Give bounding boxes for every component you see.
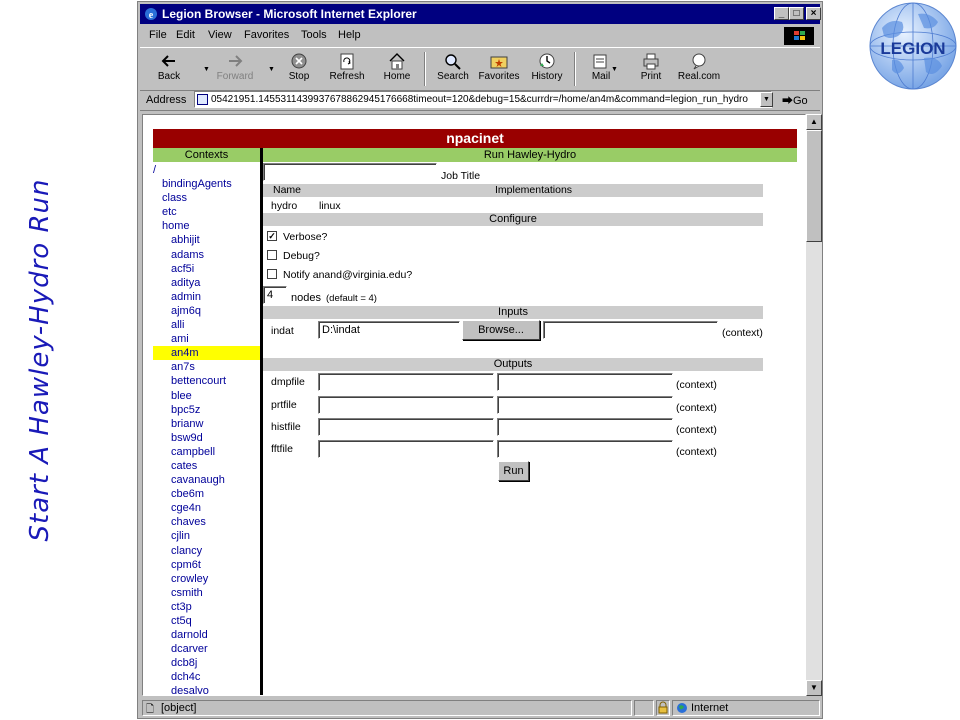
address-input[interactable] (194, 91, 772, 108)
real-icon (689, 52, 709, 70)
close-button[interactable]: × (806, 7, 821, 20)
context-item[interactable]: bettencourt (171, 375, 227, 388)
context-item[interactable]: etc (162, 206, 177, 219)
context-item[interactable]: class (162, 192, 188, 205)
history-icon (537, 52, 557, 70)
windows-logo-icon (784, 27, 814, 45)
menu-tools[interactable]: Tools (301, 29, 327, 41)
run-button[interactable]: Run (498, 461, 529, 481)
address-url: 05421951.1455311439937678862945176668timeout=120&debug=15&currdr=/home/an4m&command=legion_run_hydro (211, 94, 748, 105)
real-label: Real.com (677, 71, 721, 82)
nodes-default: (default = 4) (326, 293, 377, 304)
job-title-label: Job Title (441, 170, 481, 182)
favorites-folder-icon (489, 52, 509, 70)
context-item[interactable]: cge4n (171, 502, 201, 515)
context-item[interactable]: chaves (171, 516, 206, 529)
context-item[interactable]: crowley (171, 572, 209, 585)
print-label: Print (640, 71, 662, 82)
go-label: Go (793, 95, 808, 107)
forward-label: Forward (216, 71, 254, 82)
context-item[interactable]: adams (171, 248, 205, 261)
browse-button[interactable]: Browse... (462, 320, 540, 340)
debug-label: Debug? (283, 250, 320, 262)
context-item[interactable]: bindingAgents (162, 178, 232, 191)
context-item[interactable]: acf5i (171, 262, 195, 275)
context-item[interactable]: cpm6t (171, 558, 201, 571)
output-path-input[interactable] (318, 396, 494, 414)
back-label: Back (157, 71, 181, 82)
context-item[interactable]: home (162, 220, 190, 233)
output-context-input[interactable] (497, 373, 673, 391)
context-item[interactable]: ct5q (171, 615, 192, 627)
debug-checkbox[interactable] (267, 250, 277, 260)
mail-dropdown-icon[interactable]: ▼ (611, 66, 618, 73)
notify-label: Notify anand@virginia.edu? (283, 269, 413, 281)
context-item[interactable]: dch4c (171, 671, 201, 684)
output-name: prtfile (271, 399, 297, 411)
menu-favorites[interactable]: Favorites (244, 29, 290, 41)
forward-button[interactable] (212, 50, 258, 88)
status-page-icon: 🗋 (146, 704, 155, 715)
context-item[interactable]: ajm6q (171, 304, 201, 317)
name-impl-header-row (263, 184, 763, 197)
context-item[interactable]: dcb8j (171, 657, 198, 670)
search-icon (443, 52, 463, 70)
search-button[interactable] (430, 50, 476, 88)
status-text-cell (142, 700, 632, 716)
status-bar (140, 698, 820, 718)
output-context-label: (context) (676, 424, 717, 436)
context-item[interactable]: darnold (171, 629, 208, 642)
history-label: History (531, 71, 563, 82)
menu-help[interactable]: Help (338, 29, 361, 41)
output-path-input[interactable] (318, 418, 494, 436)
scroll-down-icon[interactable]: ▼ (806, 680, 822, 696)
site-banner: npacinet (153, 129, 797, 148)
context-item[interactable]: alli (171, 319, 185, 332)
toolbar (140, 47, 820, 91)
nodes-input[interactable]: 4 (263, 286, 287, 304)
frame-divider[interactable] (260, 148, 263, 696)
slide-title (10, 160, 70, 560)
ie-logo-icon (144, 7, 158, 21)
status-text: [object] (161, 702, 197, 714)
context-item[interactable]: an4m (153, 346, 260, 360)
indat-context-label: (context) (722, 327, 763, 339)
go-arrow-icon: ⮕ (782, 95, 793, 107)
name-value: hydro (271, 200, 298, 212)
context-item[interactable]: cbe6m (171, 488, 205, 501)
refresh-icon (337, 52, 357, 70)
output-context-input[interactable] (497, 418, 673, 436)
maximize-button[interactable]: □ (789, 7, 804, 20)
output-context-input[interactable] (497, 396, 673, 414)
notify-checkbox[interactable] (267, 269, 277, 279)
scroll-up-icon[interactable]: ▲ (806, 114, 822, 130)
browser-window (137, 1, 823, 719)
address-dropdown-icon[interactable]: ▼ (760, 92, 773, 107)
title-bar[interactable] (140, 4, 820, 24)
stop-button[interactable] (276, 50, 322, 88)
context-item[interactable]: bsw9d (171, 431, 203, 444)
logo-text: LEGION (880, 39, 946, 58)
internet-globe-icon (676, 702, 688, 714)
back-dropdown-icon[interactable]: ▼ (203, 66, 210, 73)
job-title-input[interactable] (263, 163, 437, 181)
output-path-input[interactable] (318, 373, 494, 391)
svg-text:e: e (148, 10, 154, 21)
output-context-label: (context) (676, 379, 717, 391)
window-title: Legion Browser - Microsoft Internet Explorer (162, 7, 417, 21)
output-name: dmpfile (271, 376, 305, 388)
context-item[interactable]: ct3p (171, 600, 192, 613)
back-button[interactable] (146, 50, 192, 88)
output-name: fftfile (271, 443, 293, 455)
context-item[interactable]: aditya (171, 276, 201, 289)
toolbar-separator (424, 52, 426, 86)
home-label: Home (383, 71, 411, 82)
run-header: Run Hawley-Hydro (263, 148, 797, 162)
forward-dropdown-icon[interactable]: ▼ (268, 66, 275, 73)
output-path-input[interactable] (318, 440, 494, 458)
output-name: histfile (271, 421, 301, 433)
context-item[interactable]: ami (171, 333, 189, 346)
address-bar (140, 90, 820, 111)
contexts-list (153, 163, 260, 696)
mail-icon (591, 52, 611, 70)
slide-title-text: Start A Hawley-Hydro Run (25, 178, 55, 542)
outputs-header: Outputs (263, 358, 763, 371)
legion-globe-logo (868, 0, 958, 92)
page-viewport (142, 114, 806, 696)
search-label: Search (437, 71, 469, 82)
print-button[interactable] (628, 50, 674, 88)
back-arrow-icon (159, 52, 179, 70)
menu-edit[interactable]: Edit (176, 29, 195, 41)
mail-label: Mail (591, 71, 611, 82)
input-name: indat (271, 325, 294, 337)
printer-icon (641, 52, 661, 70)
output-context-label: (context) (676, 402, 717, 414)
menu-file[interactable]: File (149, 29, 167, 41)
impl-value: linux (319, 200, 341, 212)
context-item[interactable]: clancy (171, 544, 203, 557)
status-blank-cell (634, 700, 654, 716)
refresh-button[interactable] (324, 50, 370, 88)
context-item[interactable]: desalvo (171, 685, 209, 696)
menu-bar (140, 25, 820, 45)
impl-header: Implementations (495, 184, 573, 196)
stop-icon (289, 52, 309, 70)
page-icon (197, 94, 208, 105)
favorites-label: Favorites (478, 71, 520, 82)
favorites-button[interactable] (476, 50, 522, 88)
menu-view[interactable]: View (208, 29, 232, 41)
name-header: Name (273, 184, 302, 196)
forward-arrow-icon (225, 52, 245, 70)
indat-context-input[interactable] (543, 321, 718, 339)
stop-label: Stop (288, 71, 310, 82)
address-label: Address (146, 94, 187, 106)
output-context-label: (context) (676, 446, 717, 458)
context-item[interactable]: abhijit (171, 234, 200, 247)
context-item[interactable]: bpc5z (171, 403, 201, 416)
context-item[interactable]: campbell (171, 445, 216, 458)
context-item[interactable]: an7s (171, 361, 195, 374)
context-item[interactable]: blee (171, 389, 192, 402)
context-item[interactable]: admin (171, 290, 201, 303)
context-item[interactable]: cates (171, 459, 198, 472)
output-context-input[interactable] (497, 440, 673, 458)
scroll-thumb[interactable] (806, 130, 822, 242)
nodes-label: nodes (291, 292, 321, 304)
toolbar-separator (574, 52, 576, 86)
inputs-header: Inputs (263, 306, 763, 319)
minimize-button[interactable]: _ (774, 7, 789, 20)
zone-cell (672, 700, 820, 716)
context-item[interactable]: cavanaugh (171, 474, 225, 487)
context-item[interactable]: dcarver (171, 643, 208, 656)
history-button[interactable] (524, 50, 570, 88)
verbose-label: Verbose? (283, 231, 328, 243)
home-icon (387, 52, 407, 70)
vertical-scrollbar[interactable] (806, 114, 822, 696)
lock-icon (656, 700, 670, 716)
context-item[interactable]: brianw (171, 417, 204, 430)
configure-header: Configure (263, 213, 763, 226)
indat-path-input[interactable]: D:\indat (318, 321, 460, 339)
realcom-button[interactable] (676, 50, 722, 88)
refresh-label: Refresh (329, 71, 365, 82)
go-button[interactable] (782, 92, 808, 108)
contexts-header: Contexts (153, 148, 260, 162)
context-item[interactable]: / (153, 164, 157, 176)
verbose-checkbox[interactable]: ✓ (268, 231, 276, 241)
home-button[interactable] (374, 50, 420, 88)
zone-label: Internet (691, 702, 729, 714)
context-item[interactable]: csmith (171, 586, 203, 599)
context-item[interactable]: cjlin (171, 530, 190, 543)
